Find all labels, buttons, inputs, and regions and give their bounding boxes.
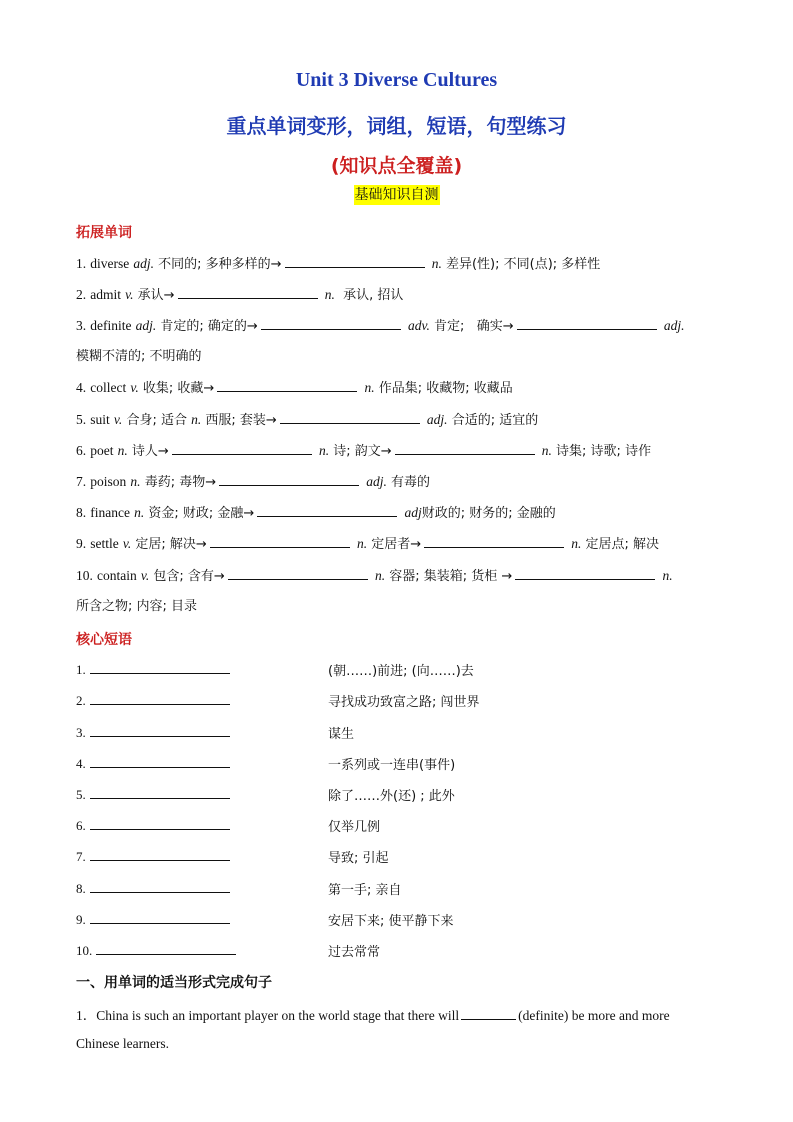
phrase-meaning: (朝……)前进; (向……)去: [328, 664, 474, 679]
phrase-meaning: 导致; 引起: [328, 851, 389, 866]
highlight-label: 基础知识自测: [354, 187, 439, 203]
answer-blank[interactable]: [210, 535, 350, 548]
word-item-8: 8. finance n. 资金; 财政; 金融→ adj财政的; 财务的; 金融的: [76, 505, 556, 521]
answer-blank[interactable]: [172, 442, 312, 455]
answer-blank[interactable]: [285, 255, 425, 268]
phrase-row-5: 5.: [76, 786, 230, 803]
answer-blank[interactable]: [90, 786, 230, 799]
answer-blank[interactable]: [96, 942, 236, 955]
word-item-2: 2. admit v. 承认→ n. 承认, 招认: [76, 287, 404, 303]
phrase-row-10: 10.: [76, 942, 236, 959]
answer-blank[interactable]: [517, 317, 657, 330]
word-item-6: 6. poet n. 诗人→ n. 诗; 韵文→ n. 诗集; 诗歌; 诗作: [76, 443, 652, 459]
word-item-10: 10. contain v. 包含; 含有→ n. 容器; 集装箱; 货柜 → n.: [76, 568, 673, 584]
answer-blank[interactable]: [217, 379, 357, 392]
word-item-5: 5. suit v. 合身; 适合 n. 西服; 套装→ adj. 合适的; 适宜的: [76, 412, 539, 428]
answer-blank[interactable]: [90, 692, 230, 705]
phrase-row-1: 1.: [76, 661, 230, 678]
answer-blank[interactable]: [90, 848, 230, 861]
phrase-row-6: 6.: [76, 817, 230, 834]
answer-blank[interactable]: [219, 473, 359, 486]
word-item-3: 3. definite adj. 肯定的; 确定的→ adv. 肯定; 确实→ adj.: [76, 318, 685, 334]
page-subtitle: 重点单词变形，词组，短语，句型练习: [226, 114, 567, 138]
word-item-1: 1. diverse adj. 不同的; 多种多样的→ n. 差异(性); 不同(点); 多样性: [76, 256, 601, 272]
phrase-row-2: 2.: [76, 692, 230, 709]
word-item-9: 9. settle v. 定居; 解决→ n. 定居者→ n. 定居点; 解决: [76, 536, 660, 552]
section-heading-sentences: 一、用单词的适当形式完成句子: [76, 975, 272, 991]
word-item-7: 7. poison n. 毒药; 毒物→ adj. 有毒的: [76, 474, 431, 490]
phrase-meaning: 寻找成功致富之路; 闯世界: [328, 695, 480, 710]
answer-blank[interactable]: [257, 504, 397, 517]
word-item-4: 4. collect v. 收集; 收藏→ n. 作品集; 收藏物; 收藏品: [76, 380, 513, 396]
answer-blank[interactable]: [461, 1007, 516, 1020]
answer-blank[interactable]: [515, 567, 655, 580]
page-tag: (知识点全覆盖): [330, 155, 463, 177]
phrase-meaning: 谋生: [328, 727, 355, 742]
sentence-item-1: 1．China is such an important player on the world stage that there will (definite) be more and more: [76, 1008, 670, 1023]
phrase-meaning: 安居下来; 使平静下来: [328, 914, 454, 929]
answer-blank[interactable]: [90, 755, 230, 768]
phrase-row-8: 8.: [76, 880, 230, 897]
phrase-row-9: 9.: [76, 911, 230, 928]
answer-blank[interactable]: [90, 661, 230, 674]
answer-blank[interactable]: [261, 317, 401, 330]
answer-blank[interactable]: [395, 442, 535, 455]
answer-blank[interactable]: [90, 817, 230, 830]
phrase-row-3: 3.: [76, 724, 230, 741]
phrase-row-7: 7.: [76, 848, 230, 865]
section-heading-words: 拓展单词: [76, 225, 132, 241]
page-title: Unit 3 Diverse Cultures: [295, 69, 498, 91]
answer-blank[interactable]: [90, 911, 230, 924]
word-item-3-cont: 模糊不清的; 不明确的: [76, 349, 202, 364]
section-heading-phrases: 核心短语: [76, 632, 132, 648]
phrase-meaning: 第一手; 亲自: [328, 883, 402, 898]
phrase-meaning: 一系列或一连串(事件): [328, 758, 456, 773]
answer-blank[interactable]: [424, 535, 564, 548]
word-item-10-cont: 所含之物; 内容; 目录: [76, 599, 198, 614]
phrase-meaning: 过去常常: [328, 945, 381, 960]
answer-blank[interactable]: [90, 724, 230, 737]
answer-blank[interactable]: [280, 411, 420, 424]
answer-blank[interactable]: [90, 880, 230, 893]
sentence-item-1-cont: Chinese learners.: [76, 1036, 169, 1051]
phrase-meaning: 除了……外(还) ; 此外: [328, 789, 455, 804]
answer-blank[interactable]: [178, 286, 318, 299]
phrase-row-4: 4.: [76, 755, 230, 772]
answer-blank[interactable]: [228, 567, 368, 580]
phrase-meaning: 仅举几例: [328, 820, 381, 835]
